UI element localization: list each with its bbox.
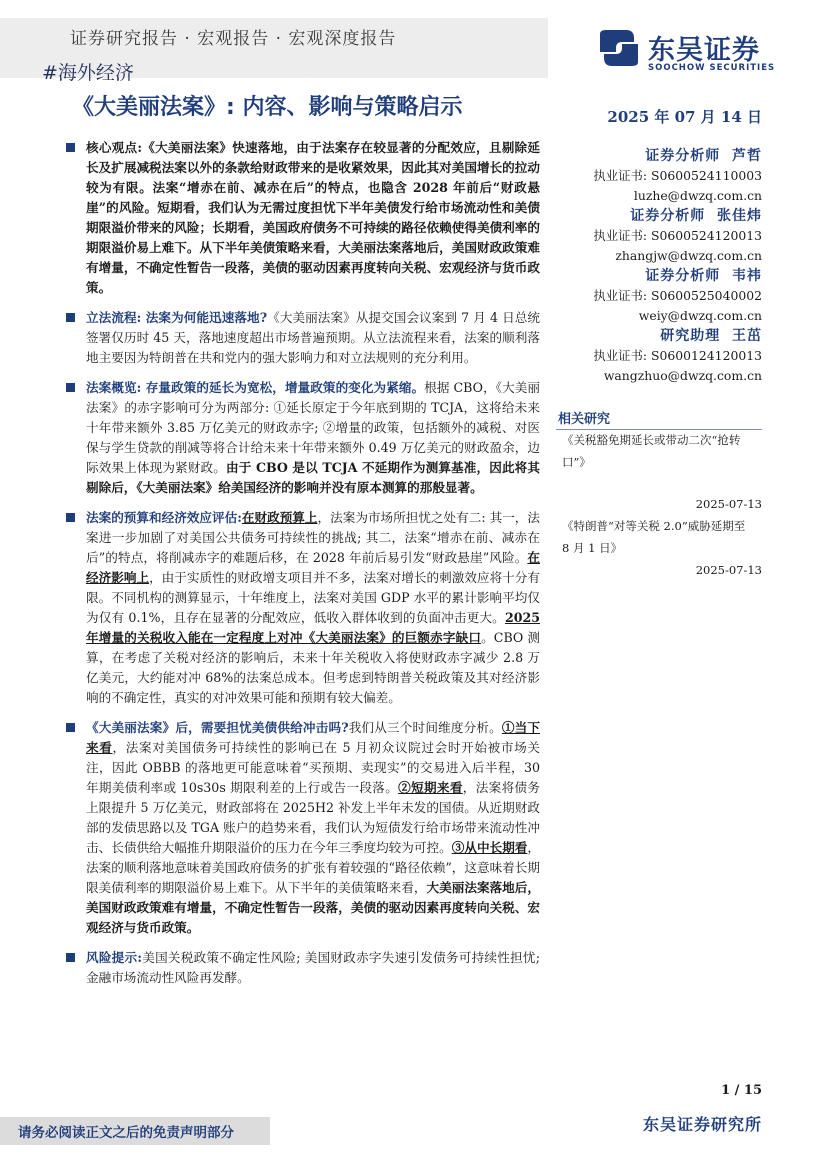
- soochow-logo-icon: [596, 28, 642, 68]
- analyst-block: [556, 326, 762, 386]
- section-text: ，法案将债务上限提升 5 万亿美元，财政部将在 2025H2 补发上半年未发的国债。从近期财政部的发债思路以及 TGA 账户的趋势来看，我们认为短债发行给市场带来流动性冲击、长债供给大幅推升期限溢价的压力在今年三季度均较为可控。: [86, 780, 541, 855]
- report-tag: #海外经济: [42, 62, 134, 84]
- section: [66, 138, 540, 298]
- bullet-square-icon: [66, 143, 75, 152]
- license-label: 执业证书:: [593, 288, 648, 303]
- section-text: 风险提示:: [86, 950, 142, 965]
- section-text: 在经济影响上: [86, 550, 540, 585]
- section-text: ，法案为市场所担忧之处有二: 其一，法案进一步加剧了对美国公共债务可持续性的挑战; 其二，法案“增赤在前、减赤在后”的特点，将削减赤字的难题后移，在 2028 年前后易引发“财政悬崖”风险。: [86, 510, 541, 565]
- license-label: 执业证书:: [593, 348, 648, 363]
- license-label: 执业证书:: [593, 168, 648, 183]
- analyst-email[interactable]: zhangjw@dwzq.com.cn: [615, 248, 762, 263]
- section: [66, 718, 540, 938]
- analyst-block: [556, 266, 762, 326]
- analyst-name: 王茁: [732, 328, 762, 344]
- license-number: S0600525040002: [651, 288, 762, 303]
- section-text: 核心观点:《大美丽法案》快速落地，由于法案存在较显著的分配效应，且剔除延长及扩展减税法案以外的条款给财政带来的是收紧效果，因此其对美国增长的拉动较为有限。法案“增赤在前、减赤在后”的特点，也隐含 2028 年前后“财政悬崖”的风险。短期看，我们认为无需过度担忧下半年美债发行给市场流动性和美债期限溢价带来的风险；长期看，美国政府债务不可持续的路径依赖使得美债利率的期限溢价易上难下。从下半年美债策略来看，大美丽法案落地后，美国财政政策难有增量，不确定性暂告一段落，美债的驱动因素再度转向关税、宏观经济与货币政策。: [86, 140, 540, 295]
- report-breadcrumb: 证券研究报告 · 宏观报告 · 宏观深度报告: [70, 29, 397, 49]
- bullet-square-icon: [66, 313, 75, 322]
- section-text: 《大美丽法案》后，需要担忧美债供给冲击吗?: [86, 720, 349, 735]
- license-label: 执业证书:: [593, 228, 648, 243]
- bullet-square-icon: [66, 723, 75, 732]
- license-number: S0600124120013: [651, 348, 762, 363]
- analyst-name: 芦哲: [732, 148, 762, 164]
- analyst-title: 证券分析师: [630, 208, 706, 224]
- related-item-date: 2025-07-13: [695, 563, 762, 577]
- related-item[interactable]: [562, 515, 762, 581]
- section-text: ②短期来看: [398, 780, 463, 795]
- logo-text: 东吴证券: [648, 35, 760, 66]
- section-text: 由于 CBO 是以 TCJA 不延期作为测算基准，因此将其剔除后，《大美丽法案》给美国经济的影响并没有原本测算的那般显著。: [86, 460, 541, 495]
- section-text: ③从中长期看: [451, 840, 528, 855]
- analyst-block: [556, 146, 762, 206]
- related-research-title: 相关研究: [558, 412, 611, 427]
- institute-name: 东吴证券研究所: [642, 1115, 762, 1134]
- analyst-block: [556, 206, 762, 266]
- section: [66, 508, 540, 708]
- bullet-square-icon: [66, 513, 75, 522]
- section-text: 立法流程: 法案为何能迅速落地?: [86, 310, 268, 325]
- section-text: 2025 年增量的关税收入能在一定程度上对冲《大美丽法案》的巨额赤字缺口: [86, 610, 540, 645]
- section-text: ，法案对美国债务可持续性的影响已在 5 月初众议院过会时开始被市场关注，因此 OBBB 的落地更可能意味着“买预期、卖现实”的交易进入后半程，30 年期美债利率或 10s30s 期限利差的上行或告一段落。: [86, 740, 540, 795]
- analyst-email[interactable]: luzhe@dwzq.com.cn: [633, 188, 762, 203]
- section-text: 大美丽法案落地后，美国财政政策难有增量，不确定性暂告一段落，美债的驱动因素再度转向关税、宏观经济与货币政策。: [86, 880, 541, 935]
- section: [66, 948, 540, 988]
- section: [66, 378, 540, 498]
- section-text: 法案的预算和经济效应评估:: [86, 510, 242, 525]
- related-item-title: 《关税豁免期延长或带动二次“抢转: [562, 433, 741, 447]
- page-number: 1 / 15: [721, 1083, 762, 1098]
- report-title: 《大美丽法案》: 内容、影响与策略启示: [72, 95, 463, 120]
- section-text: ①当下来看: [86, 720, 541, 755]
- related-item-title: 《特朗普“对等关税 2.0”威胁延期至: [562, 519, 746, 533]
- section-text: 我们从三个时间维度分析。: [348, 720, 502, 735]
- analyst-panel: [556, 146, 762, 386]
- analyst-title: 证券分析师: [645, 268, 721, 284]
- license-number: S0600524120013: [651, 228, 762, 243]
- section-text: 。CBO 测算，在考虑了关税对经济的影响后，未来十年关税收入将使财政赤字减少 2.8 万亿美元，大约能对冲 68%的法案总成本。但考虑到特朗普关税政策及其对经济影响的不确定性，真实的对冲效果可能和预期有较大偏差。: [86, 630, 541, 705]
- related-item-date: 2025-07-13: [695, 497, 762, 511]
- analyst-title: 证券分析师: [645, 148, 721, 164]
- section-text: 《大美丽法案》从提交国会议案到 7 月 4 日总统签署仅历时 45 天，落地速度超出市场普遍预期。从立法流程来看，法案的顺利落地主要因为特朗普在共和党内的强大影响力和对立法规则的充分利用。: [86, 310, 540, 365]
- section-text: 在财政预算上: [241, 510, 318, 525]
- license-number: S0600524110003: [651, 168, 762, 183]
- main-content: [66, 138, 540, 998]
- related-item-title-cont: 8 月 1 日》: [562, 541, 623, 555]
- section-text: 法案概览: 存量政策的延长为宽松，增量政策的变化为紧缩。: [86, 380, 425, 395]
- disclaimer-note: 请务必阅读正文之后的免责声明部分: [18, 1125, 234, 1141]
- logo-english: SOOCHOW SECURITIES: [648, 63, 776, 73]
- section-text: 美国关税政策不确定性风险; 美国财政赤字失速引发债务可持续性担忧; 金融市场流动性风险再发酵。: [86, 950, 540, 985]
- section: [66, 308, 540, 368]
- related-item[interactable]: [562, 429, 762, 515]
- analyst-email[interactable]: weiy@dwzq.com.cn: [638, 308, 762, 323]
- report-date: 2025 年 07 月 14 日: [607, 108, 762, 126]
- analyst-name: 张佳炜: [717, 208, 762, 224]
- bullet-square-icon: [66, 953, 75, 962]
- analyst-email[interactable]: wangzhuo@dwzq.com.cn: [603, 368, 762, 383]
- section-text: ，法案的顺利落地意味着美国政府债务的扩张有着较强的“路径依赖”，这意味着长期限美债利率的期限溢价易上难下。从下半年的美债策略来看，: [86, 840, 541, 895]
- bullet-square-icon: [66, 383, 75, 392]
- related-item-title-cont: 口”》: [562, 455, 591, 469]
- section-text: 根据 CBO，《大美丽法案》的赤字影响可分为两部分: ①延长原定于今年底到期的 TCJA，这将给未来十年带来额外 3.85 万亿美元的财政赤字; ②增量的政策，包括额外的减税、对医保与学生贷款的削减等将合计给未来十年带来额外 0.49 万亿美元的财政盈余，边际效果上体现为紧财政。: [86, 380, 540, 475]
- section-text: ，由于实质性的财政增支项目并不多，法案对增长的刺激效应将十分有限。不同机构的测算显示，十年维度上，法案对美国 GDP 水平的累计影响平均仅为仅有 0.1%，且存在显著的分配效应，低收入群体收到的负面冲击更大。: [86, 570, 541, 625]
- analyst-name: 韦祎: [732, 268, 762, 284]
- analyst-title: 研究助理: [660, 328, 721, 344]
